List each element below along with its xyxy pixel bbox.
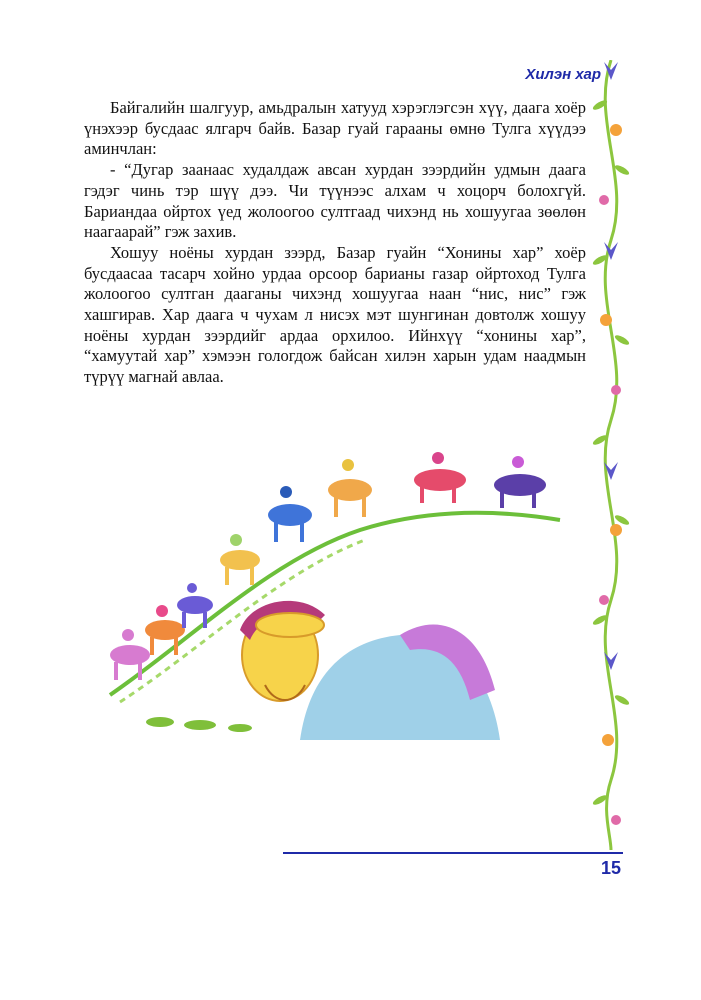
body-text (84, 98, 586, 388)
page-header: Хилэн хар (525, 66, 601, 83)
footer-rule (283, 852, 623, 854)
paragraph-3: Хошуу ноёны хурдан зээрд, Базар гуайн “Хонины хар” хоёр бусдаасаа тасарч хойно урдаа орсоор барианы газар ойртоход Тулга жолоогоо султган дааганы чихэнд хошуугаа наан “нис, нис” гэж хашгирав. Хар даага ч чухам л нисэх мэт шунгинан довтолж хошуу ноёны хурдан зээрдийг ардаа орхилоо. Ийнхүү “хонины хар”, “хамуутай хар” хэмээн гологдож байсан хилэн харын удам наадмын түрүү магнай авлаа. (84, 242, 586, 387)
horse-rider-icon (494, 456, 546, 508)
flower-vine-border (586, 60, 636, 850)
horse-rider-icon (220, 534, 260, 585)
horse-rider-icon (268, 486, 312, 542)
paragraph-1: Байгалийн шалгуур, амьдралын хатууд хэрэглэгсэн хүү, даага хоёр үнэхээр бусдаас ялгарч байв. Базар гуай гарааны өмнө Тулга хүүдээ аминчлан: (84, 98, 586, 159)
orange-flower-icon (600, 124, 622, 746)
leaf-icon (592, 98, 631, 806)
grass-icon (146, 717, 252, 732)
page-number: 15 (601, 858, 622, 878)
horse-race-illustration (100, 440, 580, 740)
paragraph-2: - “Дугар заанаас худалдаж авсан хурдан зээрдийн удмын даага гэдэг чинь тэр шүү дээ. Чи түүнээс алхам ч хоцорч болохгүй. Бариандаа ойртох үед жолоогоо султгаад чихэнд нь хошуугаа зөөлөн наагаарай” гэж захив. (84, 160, 586, 242)
old-man-watching-icon (240, 601, 500, 740)
horse-rider-icon (414, 452, 466, 503)
horse-rider-icon (145, 605, 185, 655)
horse-rider-icon (328, 459, 372, 517)
